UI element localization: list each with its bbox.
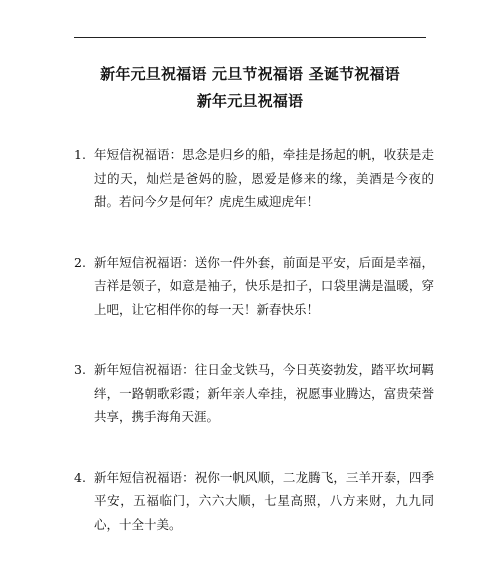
list-item (74, 143, 434, 214)
list-item-number: 3. (74, 362, 86, 377)
document-subtitle: 新年元旦祝福语 (196, 92, 304, 110)
list-item-text: 年短信祝福语：思念是归乡的船，牵挂是扬起的帆，收获是走过的天，灿烂是爸妈的脸，恩爱是修来的缘，美酒是今夜的甜。若问今夕是何年？虎虎生威迎虎年！ (94, 147, 434, 209)
greeting-list (74, 143, 434, 573)
list-item (74, 358, 434, 429)
list-item-number: 1. (74, 147, 86, 162)
list-item-number: 4. (74, 469, 86, 485)
list-item-text: 新年短信祝福语：祝你一帆风顺，二龙腾飞，三羊开泰，四季平安，五福临门，六六大顺，七星高照，八方来财，九九同心，十全十美。 (94, 469, 434, 532)
document-title: 新年元旦祝福语 元旦节祝福语 圣诞节祝福语 (100, 65, 400, 83)
list-item-text: 新年短信祝福语：往日金戈铁马，今日英姿勃发，踏平坎坷羁绊，一路朝歌彩霞；新年亲人牵挂，祝愿事业腾达，富贵荣誉共享，携手海角天涯。 (94, 362, 434, 424)
list-item-number: 2. (74, 254, 86, 270)
list-item (74, 466, 434, 537)
list-item (74, 251, 434, 322)
list-item-text: 新年短信祝福语：送你一件外套，前面是平安，后面是幸福，吉祥是领子，如意是袖子，快乐是扣子，口袋里满是温暖，穿上吧，让它相伴你的每一天！新春快乐！ (94, 254, 434, 317)
header-rule (74, 37, 426, 38)
